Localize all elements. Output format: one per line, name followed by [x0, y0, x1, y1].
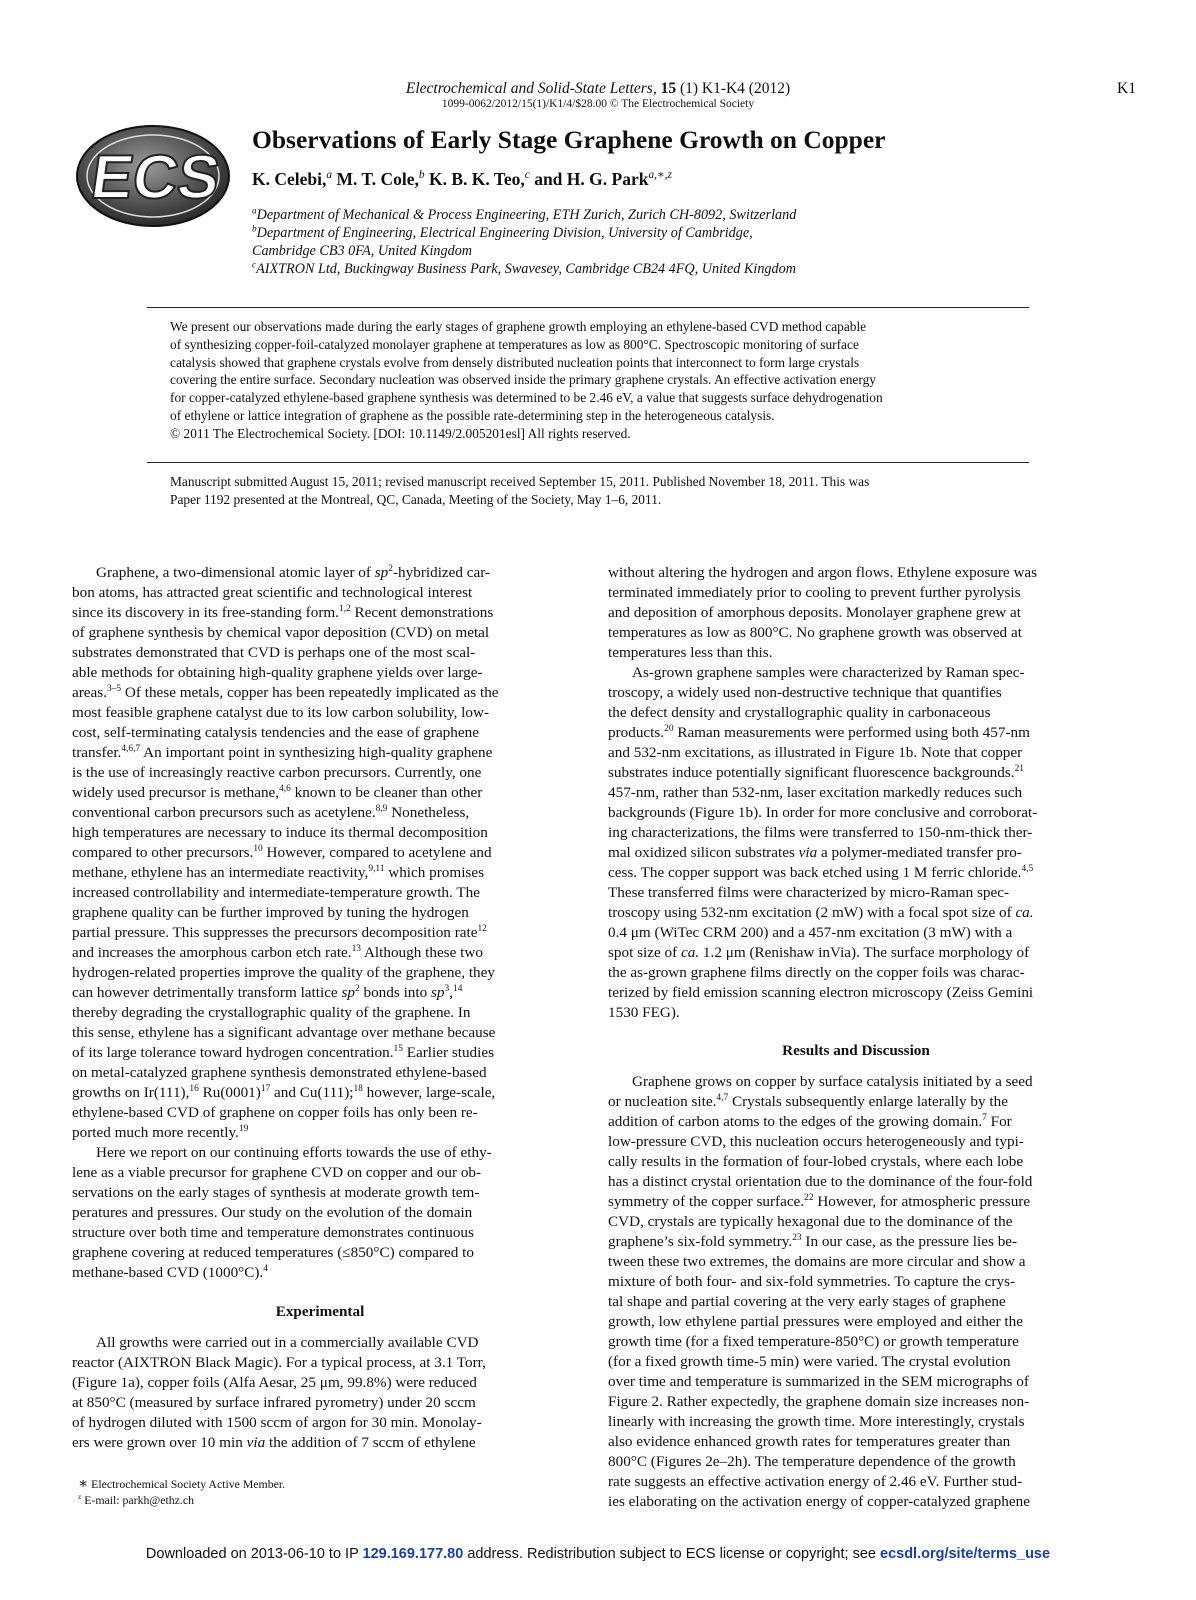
- author-name: K. B. K. Teo,: [428, 169, 525, 189]
- download-notice: Downloaded on 2013-06-10 to IP 129.169.177.80 address. Redistribution subject to ECS license or copyright; see ecsdl.org/site/terms_use: [145, 1546, 1051, 1562]
- terms-of-use-link[interactable]: ecsdl.org/site/terms_use: [880, 1546, 1051, 1562]
- manuscript-info: Manuscript submitted August 15, 2011; revised manuscript received September 15, 2011. Published November 18, 2011. This was Paper 1192 presented at the Montreal, QC, Canada, Meeting of the Society, May 1–6, 2011.: [170, 474, 870, 507]
- divider: [147, 462, 1029, 463]
- body-column-left: Graphene, a two-dimensional atomic layer of $sp^2$-hybridized car- bon atoms, has attracted great scientific and technological interest since its discovery in its free-standing form.$^{1,2}$ Recent demonstrations of graphene synthesis by chemical vapor deposition (CVD) on metal substrates demonstrated that CVD is perhaps one of the most scal- able methods for obtaining high-quality graphene yields over large- areas.$^{3-5}$ Of these metals, copper has been repeatedly implicated as the most feasible graphene catalyst due to its low carbon solubility, low- cost, self-terminating catalysis tendencies and the ease of graphene transfer.$^{4,6,7}$ An important point in synthesizing high-quality graphene is the use of increasingly reactive carbon precursors. Currently, one widely used precursor is methane,$^{4,6}$ known to be cleaner than other conventional carbon precursors such as acetylene.$^{8,9}$ Nonetheless, high temperatures are necessary to induce its thermal decomposition compared to other precursors.$^{10}$ However, compared to acetylene and methane, ethylene has an intermediate reactivity,$^{9,11}$ which promises increased controllability and intermediate-temperature growth. The graphene quality can be further improved by tuning the hydrogen partial pressure. This suppresses the precursors decomposition rate$^{12}$ and increases the amorphous carbon etch rate.$^{13}$ Although these two hydrogen-related properties improve the quality of the graphene, they can however detrimentally transform lattice $sp^2$ bonds into $sp^3,^{14}$ thereby degrading the crystallographic quality of the graphene. In this sense, ethylene has a significant advantage over methane because of its large tolerance toward hydrogen concentration.$^{15}$ Earlier studies on metal-catalyzed graphene synthesis demonstrated ethylene-based growths on Ir(111),$^{16}$ $Ru(0001)^{17}$ and Cu(111);$^{18}$ however, large-scale, ethylene-based CVD of graphene on copper foils has only been re- ported much more recently.$^{19}$ Here we report on our continuing efforts towards the use of ethy- lene as a viable precursor for graphene CVD on copper and our ob- servations on the early stages of synthesis at moderate growth tem- peratures and pressures. Our study on the evolution of the domain structure over both time and temperature demonstrates continuous graphene covering at reduced temperatures (≤850°C) compared to methane-based CVD (1000°C).$^4$ Experimental All growths were carried out in a commercially available CVD reactor (AIXTRON Black Magic). For a typical process, at 3.1 Torr, (Figure 1a), copper foils (Alfa Aesar, 25 μm, 99.8%) were reduced at 850°C (measured by surface infrared pyrometry) under 20 sccm of hydrogen diluted with 1500 sccm of argon for 30 min. Monolay- ers were grown over 10 min via the addition of 7 sccm of ethylene: [72, 563, 568, 1453]
- affiliation: $^c$AIXTRON Ltd, Buckingway Business Park, Swavesey, Cambridge CB24 4FQ, United Kingdom: [252, 259, 796, 277]
- footnote: ∗ Electrochemical Society Active Member.: [78, 1476, 286, 1492]
- journal-volume: 15: [660, 80, 677, 97]
- author-affil-mark: c: [524, 169, 530, 182]
- ecs-logo-icon: [74, 124, 232, 228]
- author-affil-mark: a,∗,z: [648, 169, 672, 182]
- author-list: [252, 168, 672, 190]
- affiliation: $^b$Department of Engineering, Electrical Engineering Division, University of Cambridge,: [252, 223, 753, 241]
- page-number: K1: [1117, 80, 1136, 97]
- journal-name: Electrochemical and Solid-State Letters: [405, 80, 653, 97]
- author-name: M. T. Cole,: [336, 169, 419, 189]
- affiliation: $^a$Department of Mechanical & Process Engineering, ETH Zurich, Zurich CH-8092, Switzerland: [252, 205, 797, 223]
- ip-address-link[interactable]: 129.169.177.80: [362, 1546, 464, 1562]
- body-column-right: without altering the hydrogen and argon flows. Ethylene exposure was terminated immediately prior to cooling to prevent further pyrolysis and deposition of amorphous deposits. Monolayer graphene grew at temperatures as low as 800°C. No graphene growth was observed at temperatures less than this. As-grown graphene samples were characterized by Raman spec- troscopy, a widely used non-destructive technique that quantifies the defect density and crystallographic quality in carbonaceous products.$^{20}$ Raman measurements were performed using both 457-nm and 532-nm excitations, as illustrated in Figure 1b. Note that copper substrates induce potentially significant fluorescence backgrounds.$^{21}$ 457-nm, rather than 532-nm, laser excitation markedly reduces such backgrounds (Figure 1b). In order for more conclusive and corroborat- ing characterizations, the films were transferred to 150-nm-thick ther- mal oxidized silicon substrates via a polymer-mediated transfer pro- cess. The copper support was back etched using 1 M ferric chloride.$^{4,5}$ These transferred films were characterized by micro-Raman spec- troscopy using 532-nm excitation (2 mW) with a focal spot size of ca. 0.4 μm (WiTec CRM 200) and a 457-nm excitation (3 mW) with a spot size of ca. 1.2 μm (Renishaw inVia). The surface morphology of the as-grown graphene films directly on the copper foils was charac- terized by field emission scanning electron microscopy (Zeiss Gemini 1530 FEG). Results and Discussion Graphene grows on copper by surface catalysis initiated by a seed or nucleation site.$^{4,7}$ Crystals subsequently enlarge laterally by the addition of carbon atoms to the edges of the growing domain.$^7$ For low-pressure CVD, this nucleation occurs heterogeneously and typi- cally results in the formation of four-lobed crystals, where each lobe has a distinct crystal orientation due to the dominance of the four-fold symmetry of the copper surface.$^{22}$ However, for atmospheric pressure CVD, crystals are typically hexagonal due to the dominance of the graphene’s six-fold symmetry.$^{23}$ In our case, as the pressure lies be- tween these two extremes, the domains are more circular and show a mixture of both four- and six-fold symmetries. To capture the crys- tal shape and partial covering at the very early stages of graphene growth, low ethylene partial pressures were employed and either the growth time (for a fixed temperature-850°C) or growth temperature (for a fixed growth time-5 min) were varied. The crystal evolution over time and temperature is summarized in the SEM micrographs of Figure 2. Rather expectedly, the graphene domain size increases non- linearly with increasing the growth time. More interestingly, crystals also evidence enhanced growth rates for temperatures greater than 800°C (Figures 2e–2h). The temperature dependence of the growth rate suggests an effective activation energy of 2.46 eV. Further stud- ies elaborating on the activation energy of copper-catalyzed graphene: [608, 563, 1104, 1512]
- section-heading: Experimental: [275, 1303, 365, 1320]
- affiliation: Cambridge CB3 0FA, United Kingdom: [252, 243, 473, 259]
- journal-citation: Electrochemical and Solid-State Letters, 15 (1) K1-K4 (2012): [405, 80, 791, 97]
- issn-line: 1099-0062/2012/15(1)/K1/4/$28.00 © The Electrochemical Society: [441, 98, 755, 110]
- author-affil-mark: b: [418, 169, 425, 182]
- journal-issue-pages: (1) K1-K4 (2012): [679, 80, 791, 97]
- svg-text:ECS: ECS: [86, 143, 225, 212]
- abstract: We present our observations made during the early stages of graphene growth employing an ethylene-based CVD method capable of synthesizing copper-foil-catalyzed monolayer graphene at temperatures as low as 800°C. Spectroscopic monitoring of surface catalysis showed that graphene crystals evolve from densely distributed nucleation points that interconnect to form large crystals covering the entire surface. Secondary nucleation was observed inside the primary graphene crystals. An effective activation energy for copper-catalyzed ethylene-based graphene synthesis was determined to be 2.46 eV, a value that suggests surface dehydrogenation of ethylene or lattice integration of graphene as the possible rate-determining step in the heterogeneous catalysis. © 2011 The Electrochemical Society. [DOI: 10.1149/2.005201esl] All rights reserved.: [170, 319, 883, 441]
- footnote: $^z$ E-mail: parkh@ethz.ch: [78, 1492, 194, 1507]
- divider: [147, 307, 1029, 308]
- author-affil-mark: a: [326, 169, 333, 182]
- author-name: and H. G. Park: [534, 169, 649, 189]
- section-heading: Results and Discussion: [782, 1042, 930, 1059]
- author-name: K. Celebi,: [252, 169, 327, 189]
- paper-title: Observations of Early Stage Graphene Growth on Copper: [252, 125, 886, 154]
